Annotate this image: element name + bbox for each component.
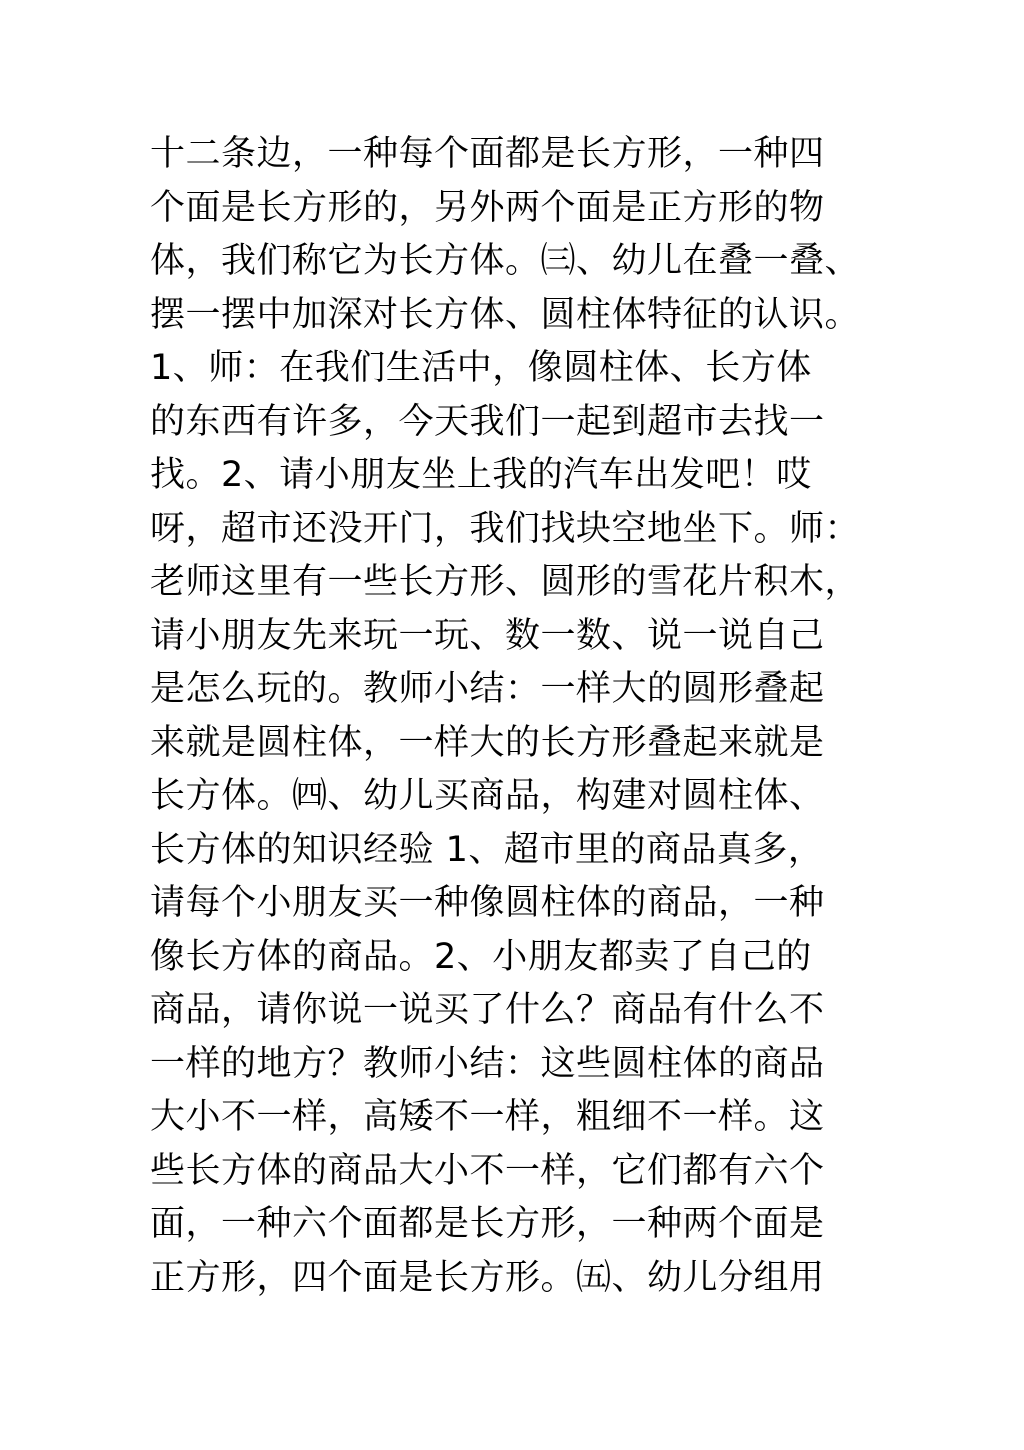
text-line: 找。2、请小朋友坐上我的汽车出发吧！哎 [150,455,812,495]
text-line: 来就是圆柱体，一样大的长方形叠起来就是 [150,722,825,763]
text-line: 1、师：在我们生活中，像圆柱体、长方体 [150,348,812,388]
text-line: 商品，请你说一说买了什么？商品有什么不 [150,990,825,1030]
text-line: 老师这里有一些长方形、圆形的雪花片积木， [150,562,861,602]
text-line: 请小朋友先来玩一玩、数一数、说一说自己 [150,615,825,656]
text-line: 呀，超市还没开门，我们找块空地坐下。师： [150,508,861,549]
text-line: 摆一摆中加深对长方体、圆柱体特征的认识。 [150,294,861,335]
text-line: 个面是长方形的，另外两个面是正方形的物 [150,187,825,228]
text-line: 是怎么玩的。教师小结：一样大的圆形叠起 [150,669,825,709]
text-line: 一样的地方？教师小结：这些圆柱体的商品 [150,1043,825,1084]
text-line: 像长方体的商品。2、小朋友都卖了自己的 [150,936,812,977]
text-line: 长方体。㈣、幼儿买商品，构建对圆柱体、 [150,776,825,816]
text-line: 些长方体的商品大小不一样，它们都有六个 [150,1150,825,1191]
text-line: 请每个小朋友买一种像圆柱体的商品，一种 [150,883,825,923]
text-line: 面，一种六个面都是长方形，一种两个面是 [150,1204,825,1244]
text-line: 十二条边，一种每个面都是长方形，一种四 [150,134,825,174]
text-line: 体，我们称它为长方体。㈢、幼儿在叠一叠、 [150,241,861,281]
text-line: 的东西有许多，今天我们一起到超市去找一 [150,401,825,442]
text-line: 大小不一样，高矮不一样，粗细不一样。这 [150,1097,825,1137]
text-line: 长方体的知识经验 1、超市里的商品真多， [150,829,824,870]
body-text [150,128,910,1305]
text-line: 正方形，四个面是长方形。㈤、幼儿分组用 [150,1257,825,1298]
